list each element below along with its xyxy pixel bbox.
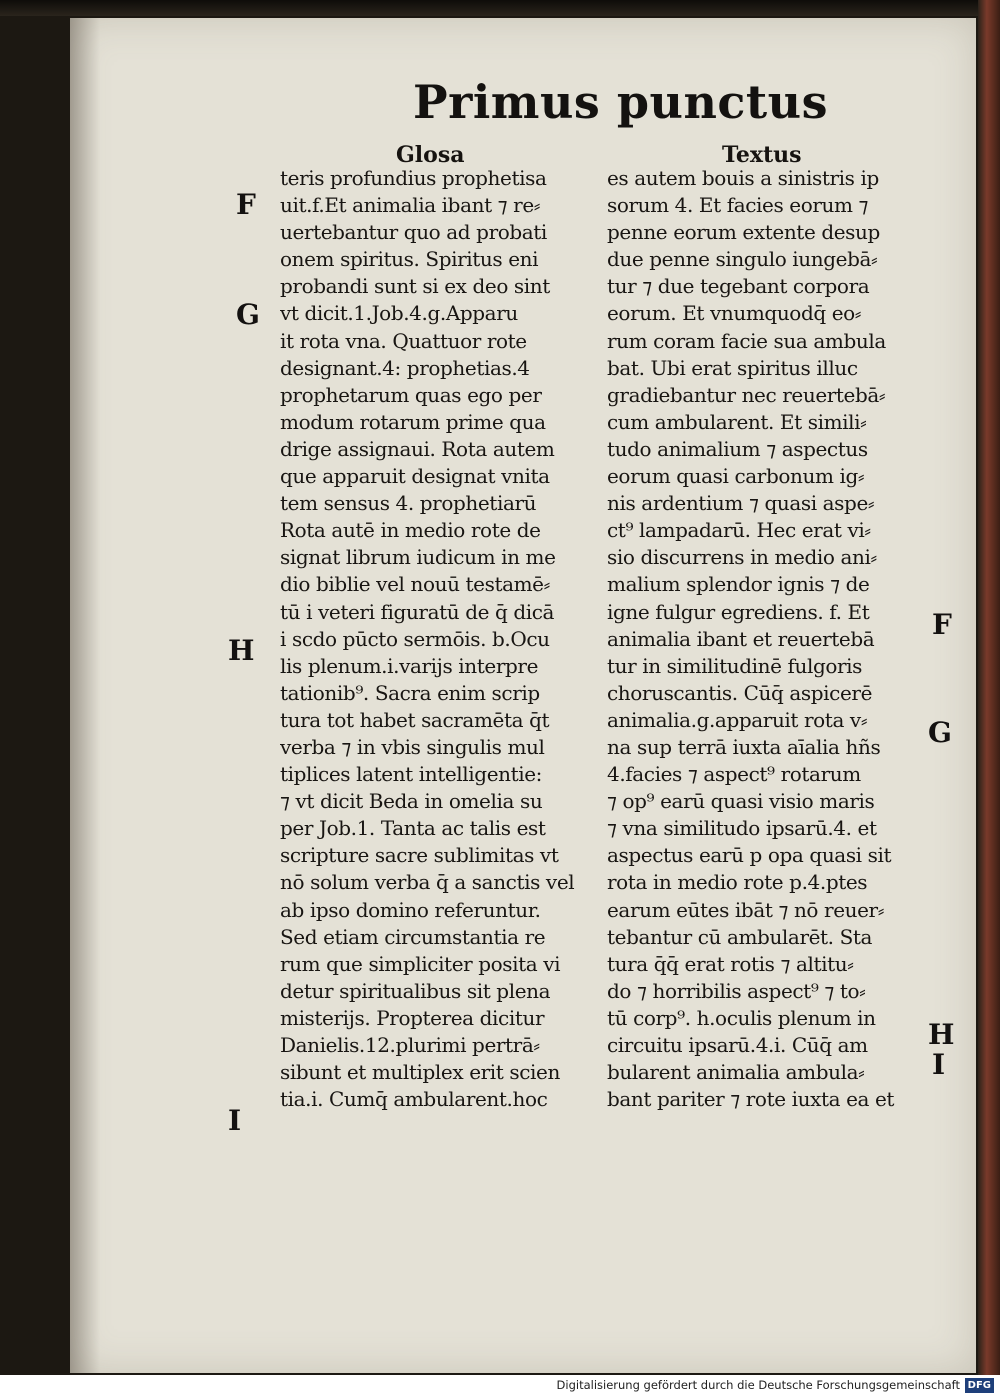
text-line: ct⁹ lampadarū. Hec erat vi⸗ [607, 518, 871, 543]
text-line: circuitu ipsarū.4.i. Cūq̄ am [607, 1033, 868, 1057]
text-line: ⁊ vna similitudo ipsarū.4. et [607, 816, 877, 841]
text-line: na sup terrā iuxta aīalia hñs [607, 734, 881, 759]
text-line: prophetarum quas ego per [280, 382, 542, 407]
text-line: Danielis.12.plurimi pertrā⸗ [280, 1033, 540, 1057]
text-line: rum coram facie sua ambula [607, 328, 886, 353]
text-line: onem spiritus. Spiritus eni [280, 247, 539, 272]
text-line: earum eūtes ibāt ⁊ nō reuer⸗ [607, 897, 884, 922]
text-line: tura tot habet sacramēta q̄t [280, 707, 550, 732]
text-line: tura q̄q̄ erat rotis ⁊ altitu⸗ [607, 951, 854, 976]
text-line: animalia.g.apparuit rota v⸗ [607, 707, 868, 732]
text-line: tū i veteri figuratū de q̄ dicā [280, 599, 555, 624]
text-line: tia.i. Cumq̄ ambularent.hoc [280, 1087, 548, 1112]
text-line: tem sensus 4. prophetiarū [280, 491, 537, 516]
text-line: nis ardentium ⁊ quasi aspe⸗ [607, 491, 875, 516]
text-line: lis plenum.i.varijs interpre [280, 653, 538, 678]
margin-marker-h-left: H [228, 634, 255, 667]
text-line: it rota vna. Quattuor rote [280, 328, 527, 353]
text-line: uertebantur quo ad probati [280, 220, 547, 245]
text-line: sio discurrens in medio ani⸗ [607, 545, 877, 570]
text-line: que apparuit designat vnita [280, 464, 550, 489]
text-line: cum ambularent. Et simili⸗ [607, 409, 867, 434]
margin-marker-i-left: I [228, 1104, 242, 1137]
text-line: 4.facies ⁊ aspect⁹ rotarum [607, 762, 861, 787]
text-line: i scdo pūcto sermōis. b.Ocu [280, 626, 550, 651]
book-edge-right [978, 0, 1000, 1375]
dfg-logo: DFG [965, 1378, 994, 1393]
textus-column-title: Textus [722, 142, 802, 168]
text-line: due penne singulo iungebā⸗ [607, 247, 878, 272]
text-line: per Job.1. Tanta ac talis est [280, 816, 546, 841]
text-line: drige assignaui. Rota autem [280, 436, 555, 461]
glosa-column-title: Glosa [396, 142, 465, 168]
text-line: sorum 4. Et facies eorum ⁊ [607, 193, 869, 218]
digitization-footer [0, 1375, 1000, 1397]
text-line: vt dicit.1.Job.4.g.Apparu [280, 301, 518, 326]
text-line: ab ipso domino referuntur. [280, 897, 541, 922]
text-line: uit.f.Et animalia ibant ⁊ re⸗ [280, 193, 541, 218]
text-line: ⁊ op⁹ earū quasi visio maris [607, 789, 875, 814]
text-line: eorum quasi carbonum ig⸗ [607, 464, 865, 489]
margin-marker-g-right: G [928, 716, 952, 749]
margin-marker-f-left: F [236, 188, 256, 221]
text-line: rum que simpliciter posita vi [280, 951, 561, 976]
funding-notice: Digitalisierung gefördert durch die Deutsche Forschungsgemeinschaft [556, 1378, 960, 1392]
text-line: verba ⁊ in vbis singulis mul [280, 734, 545, 759]
text-line: tur in similitudinē fulgoris [607, 653, 863, 678]
text-line: gradiebantur nec reuertebā⸗ [607, 382, 886, 407]
text-line: aspectus earū p opa quasi sit [607, 843, 892, 868]
text-line: bat. Ubi erat spiritus illuc [607, 355, 858, 380]
text-line: tudo animalium ⁊ aspectus [607, 436, 868, 461]
book-edge-top [0, 0, 1000, 16]
text-line: tū corp⁹. h.oculis plenum in [607, 1005, 876, 1030]
text-line: modum rotarum prime qua [280, 409, 546, 434]
textus-column [607, 165, 925, 1113]
text-line: designant.4: prophetias.4 [280, 355, 530, 380]
text-line: ⁊ vt dicit Beda in omelia su [280, 789, 543, 814]
text-line: detur spiritualibus sit plena [280, 978, 551, 1003]
text-line: tur ⁊ due tegebant corpora [607, 274, 870, 299]
text-line: igne fulgur egrediens. f. Et [607, 599, 870, 624]
page-heading: Primus punctus [413, 75, 828, 129]
text-line: teris profundius prophetisa [280, 166, 547, 190]
text-line: penne eorum extente desup [607, 220, 880, 245]
margin-marker-f-right: F [932, 608, 952, 641]
text-line: sibunt et multiplex erit scien [280, 1060, 560, 1085]
text-line: probandi sunt si ex deo sint [280, 274, 550, 299]
margin-marker-h-right: H [928, 1018, 955, 1051]
text-line: tebantur cū ambularēt. Sta [607, 924, 873, 949]
text-line: dio biblie vel nouū testamē⸗ [280, 572, 550, 597]
text-line: eorum. Et vnumquodq̄ eo⸗ [607, 301, 862, 326]
glosa-column [280, 165, 598, 1113]
text-line: animalia ibant et reuertebā [607, 626, 875, 651]
text-line: signat librum iudicum in me [280, 545, 556, 570]
text-line: misterijs. Propterea dicitur [280, 1005, 545, 1030]
text-line: choruscantis. Cūq̄ aspicerē [607, 680, 873, 705]
text-line: Rota autē in medio rote de [280, 518, 541, 543]
text-line: es autem bouis a sinistris ip [607, 166, 879, 190]
text-line: scripture sacre sublimitas vt [280, 843, 559, 868]
text-line: malium splendor ignis ⁊ de [607, 572, 870, 597]
text-line: Sed etiam circumstantia re [280, 924, 546, 949]
gutter-shadow [70, 18, 100, 1373]
text-line: do ⁊ horribilis aspect⁹ ⁊ to⸗ [607, 978, 866, 1003]
text-line: bularent animalia ambula⸗ [607, 1060, 865, 1085]
text-line: rota in medio rote p.4.ptes [607, 870, 868, 895]
margin-marker-g-left: G [236, 298, 260, 331]
text-line: tationib⁹. Sacra enim scrip [280, 680, 540, 705]
text-line: bant pariter ⁊ rote iuxta ea et [607, 1087, 895, 1112]
text-line: tiplices latent intelligentie: [280, 762, 543, 787]
text-line: nō solum verba q̄ a sanctis vel [280, 870, 575, 895]
margin-marker-i-right: I [932, 1048, 946, 1081]
